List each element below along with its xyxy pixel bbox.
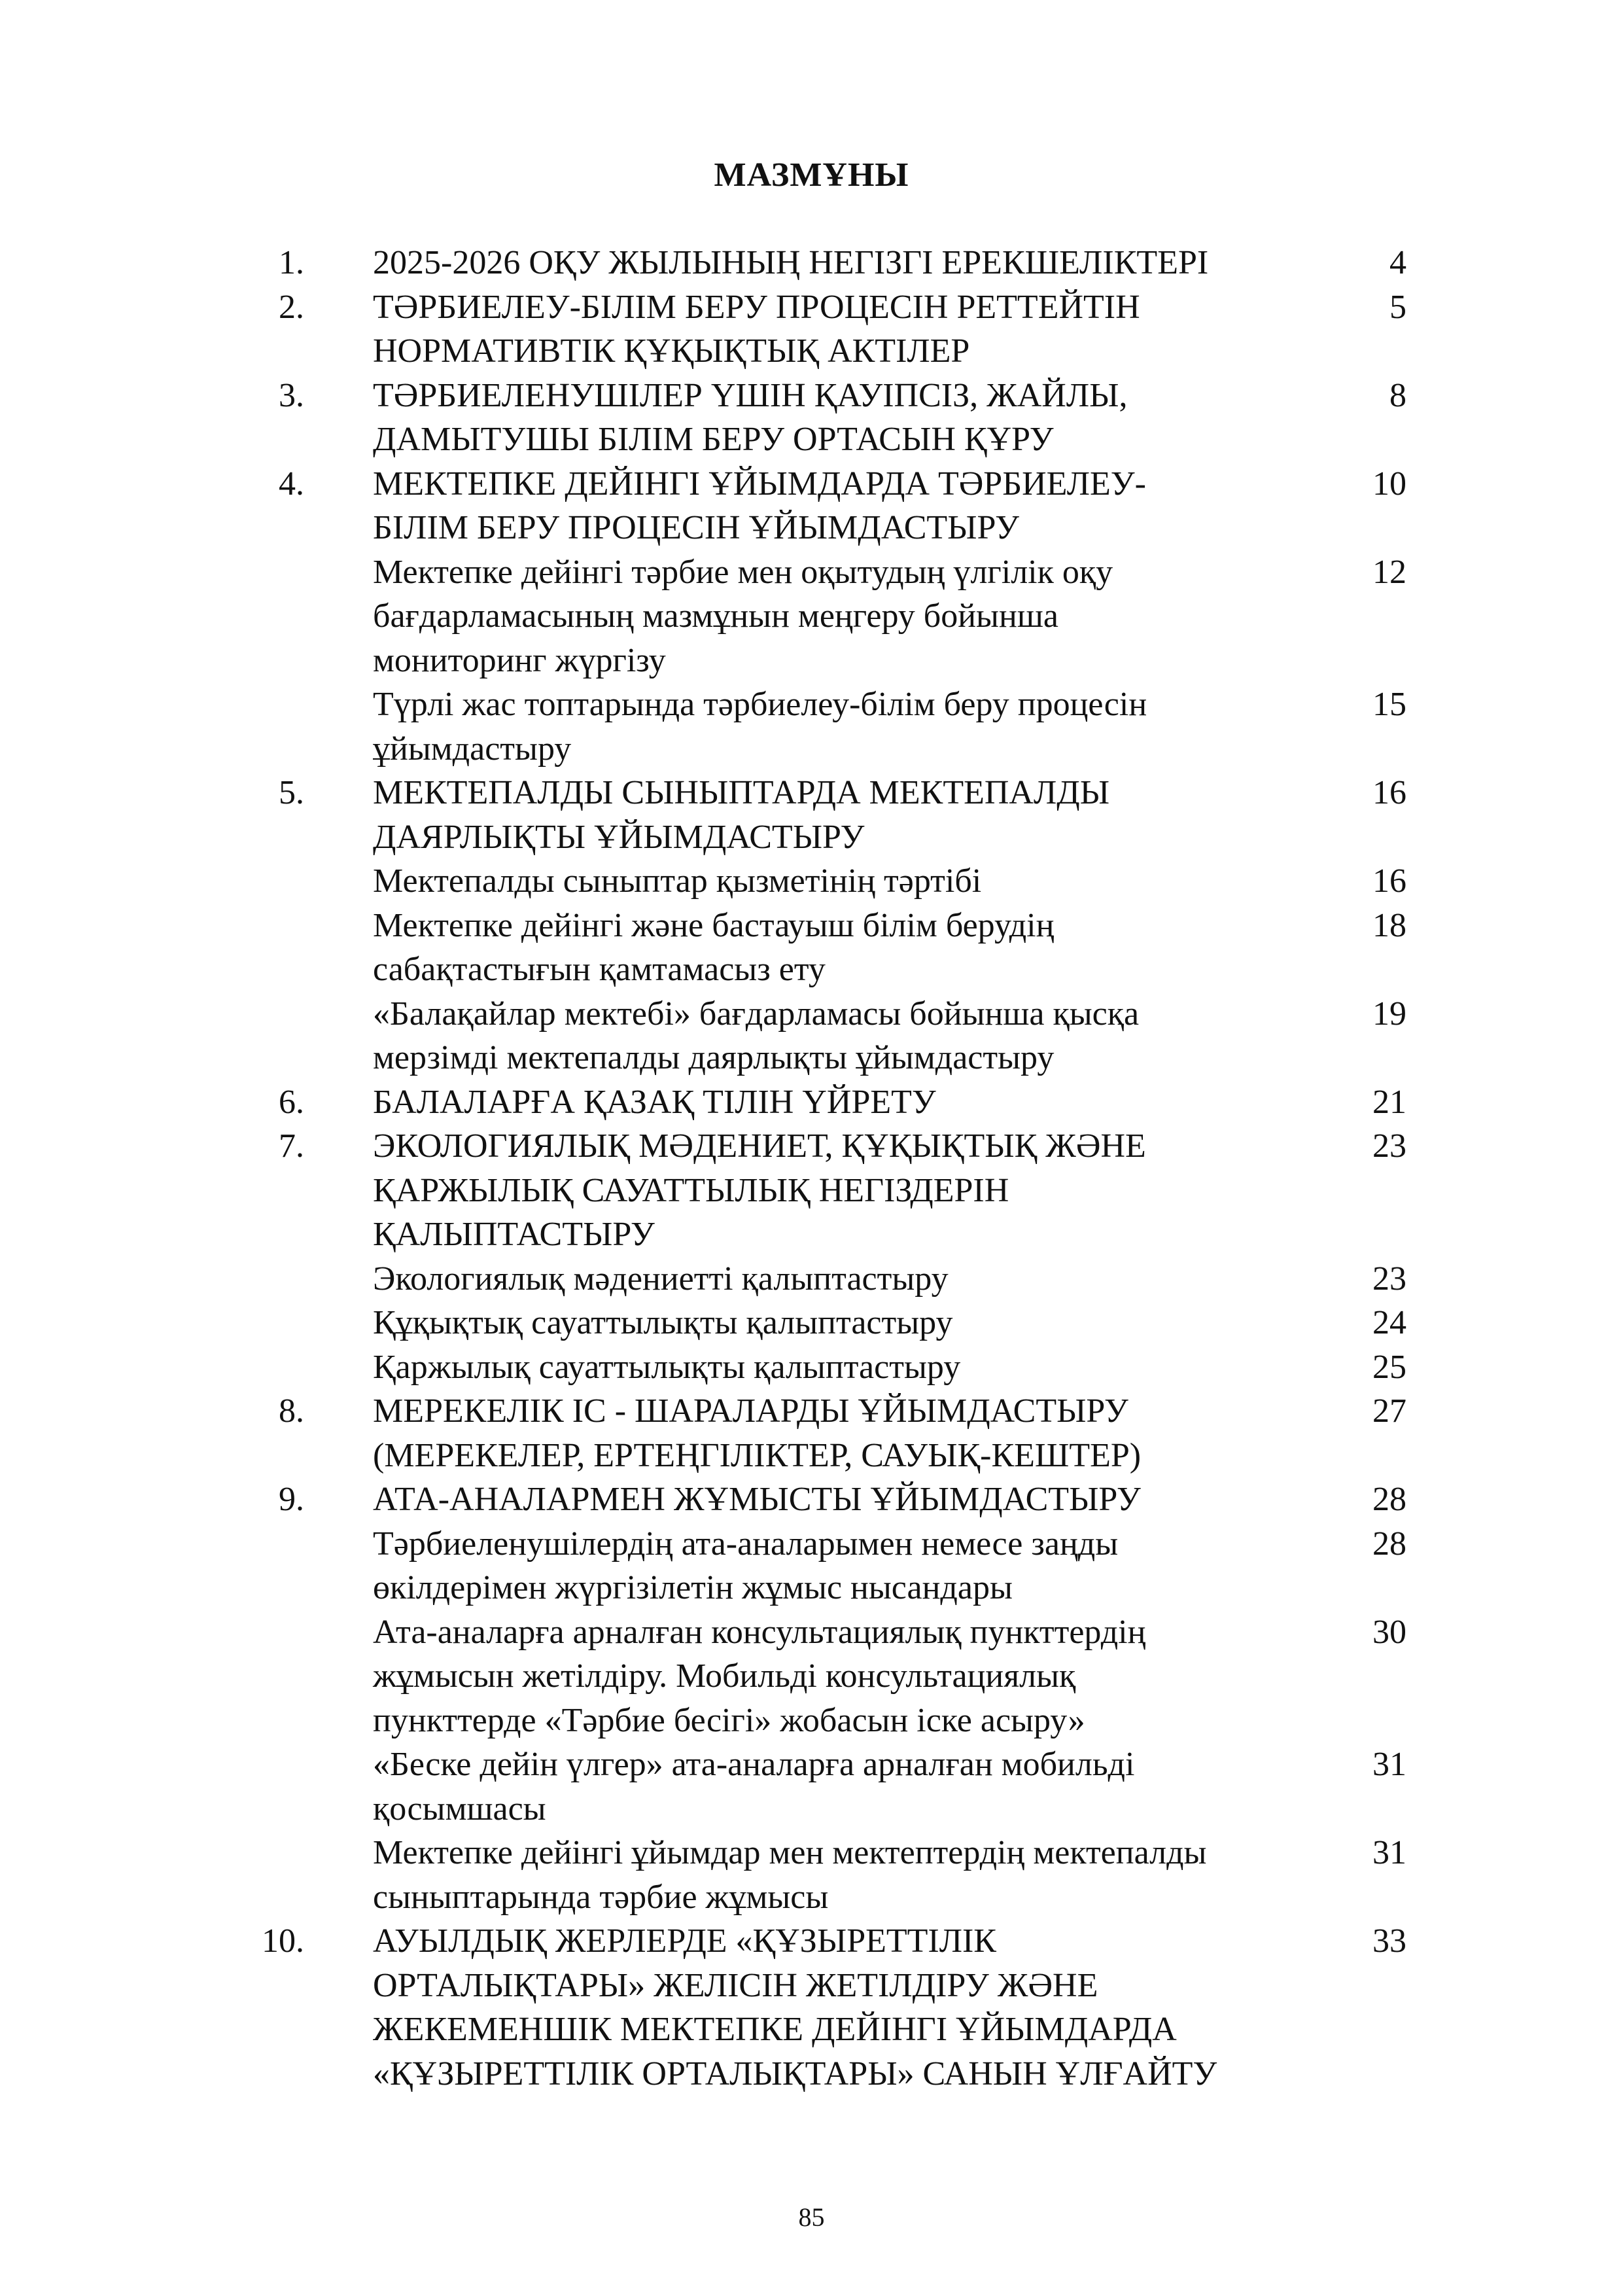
toc-subsection-entry [196,904,1439,992]
toc-subsection-entry [196,1742,1439,1831]
toc-entry-title: Құқықтық сауаттылықты қалыптастыру [373,1304,953,1341]
toc-entry-title: Мектепке дейінгі тәрбие мен оқытудың үлгілік оқу бағдарламасының мазмұнын меңгеру бойынша мониторинг жүргізу [373,553,1113,679]
toc-entry-page: 28 [1372,1481,1406,1518]
toc-entry-page: 21 [1372,1083,1406,1121]
toc-entry-title: «Балақайлар мектебі» бағдарламасы бойынша қысқа мерзімді мектепалды даярлықты ұйымдастыру [373,995,1140,1076]
toc-entry-number: 10. [262,1922,304,1960]
page-number: 85 [798,2202,825,2232]
toc-entry-page: 16 [1372,862,1406,900]
toc-section-entry [196,374,1439,462]
toc-entry-number: 5. [279,774,304,811]
toc-entry-title: «Беске дейін үлгер» ата-аналарға арналған мобильді қосымшасы [373,1746,1135,1828]
toc-entry-page: 23 [1372,1260,1406,1298]
toc-section-entry [196,1919,1439,2096]
toc-entry-title: Тәрбиеленушілердің ата-аналарымен немесе заңды өкілдерімен жүргізілетін жұмыс нысандары [373,1525,1119,1606]
toc-entry-title: АУЫЛДЫҚ ЖЕРЛЕРДЕ «ҚҰЗЫРЕТТІЛІК ОРТАЛЫҚТАРЫ» ЖЕЛІСІН ЖЕТІЛДІРУ ЖӘНЕ ЖЕКЕМЕНШІК МЕКТЕПКЕ ДЕЙІНГІ ҰЙЫМДАРДА «ҚҰЗЫРЕТТІЛІК ОРТАЛЫҚТАРЫ» САНЫН ҰЛҒАЙТУ [373,1922,1217,2093]
toc-subsection-entry [196,859,1439,904]
toc-entry-title: Мектепке дейінгі ұйымдар мен мектептердің мектепалды сыныптарында тәрбие жұмысы [373,1834,1207,1916]
toc-entry-number: 4. [279,465,304,503]
toc-entry-number: 9. [279,1481,304,1518]
toc-section-entry [196,285,1439,374]
toc-entry-number: 6. [279,1083,304,1121]
toc-section-entry [196,1389,1439,1477]
toc-section-entry [196,771,1439,859]
toc-entry-title: ТӘРБИЕЛЕНУШІЛЕР ҮШІН ҚАУІПСІЗ, ЖАЙЛЫ, ДАМЫТУШЫ БІЛІМ БЕРУ ОРТАСЫН ҚҰРУ [373,376,1128,458]
toc-entry-title: МЕКТЕПКЕ ДЕЙІНГІ ҰЙЫМДАРДА ТӘРБИЕЛЕУ- БІЛІМ БЕРУ ПРОЦЕСІН ҰЙЫМДАСТЫРУ [373,465,1146,546]
toc-entry-page: 27 [1372,1392,1406,1430]
toc-entry-title: МЕРЕКЕЛІК ІС - ШАРАЛАРДЫ ҰЙЫМДАСТЫРУ (МЕРЕКЕЛЕР, ЕРТЕҢГІЛІКТЕР, САУЫҚ-КЕШТЕР) [373,1392,1142,1474]
toc-entry-page: 24 [1372,1304,1406,1341]
toc-entry-page: 16 [1372,774,1406,811]
toc-entry-page: 19 [1372,995,1406,1033]
toc-subsection-entry [196,1345,1439,1390]
toc-entry-page: 18 [1372,906,1406,944]
toc-entry-page: 30 [1372,1613,1406,1651]
toc-subsection-entry [196,1610,1439,1743]
toc-entry-title: 2025-2026 ОҚУ ЖЫЛЫНЫҢ НЕГІЗГІ ЕРЕКШЕЛІКТЕРІ [373,244,1209,281]
toc-entry-page: 33 [1372,1922,1406,1960]
toc-entry-title: Қаржылық сауаттылықты қалыптастыру [373,1348,961,1386]
toc-entry-page: 31 [1372,1746,1406,1783]
toc-entry-title: Мектепалды сыныптар қызметінің тәртібі [373,862,982,900]
toc-entry-number: 7. [279,1127,304,1165]
toc-entry-page: 31 [1372,1834,1406,1871]
toc-entry-title: БАЛАЛАРҒА ҚАЗАҚ ТІЛІН ҮЙРЕТУ [373,1083,936,1121]
toc-entry-title: Түрлі жас топтарында тәрбиелеу-білім беру процесін ұйымдастыру [373,686,1147,768]
toc-entry-page: 10 [1372,465,1406,503]
toc-section-entry [196,1080,1439,1125]
toc-entry-page: 28 [1372,1525,1406,1563]
toc-entry-page: 5 [1389,288,1406,326]
toc-subsection-entry [196,1257,1439,1301]
toc-entry-page: 23 [1372,1127,1406,1165]
page-title: МАЗМҰНЫ [714,156,909,194]
toc-section-entry [196,462,1439,550]
toc-entry-page: 25 [1372,1348,1406,1386]
toc-entry-page: 4 [1389,244,1406,281]
toc-entry-title: ТӘРБИЕЛЕУ-БІЛІМ БЕРУ ПРОЦЕСІН РЕТТЕЙТІН НОРМАТИВТІК ҚҰҚЫҚТЫҚ АКТІЛЕР [373,288,1140,370]
toc-entry-title: ЭКОЛОГИЯЛЫҚ МӘДЕНИЕТ, ҚҰҚЫҚТЫҚ ЖӘНЕ ҚАРЖЫЛЫҚ САУАТТЫЛЫҚ НЕГІЗДЕРІН ҚАЛЫПТАСТЫРУ [373,1127,1146,1253]
toc-subsection-entry [196,1831,1439,1919]
table-of-contents [196,241,1439,2096]
toc-subsection-entry [196,1522,1439,1610]
toc-entry-title: АТА-АНАЛАРМЕН ЖҰМЫСТЫ ҰЙЫМДАСТЫРУ [373,1481,1141,1518]
toc-entry-number: 1. [279,244,304,281]
toc-entry-page: 15 [1372,686,1406,723]
toc-entry-number: 8. [279,1392,304,1430]
toc-entry-page: 12 [1372,553,1406,591]
toc-entry-title: Ата-аналарға арналған консультациялық пункттердің жұмысын жетілдіру. Мобильді консультациялық пункттерде «Тәрбие бесігі» жобасын іске асыру» [373,1613,1146,1739]
toc-entry-title: Экологиялық мәдениетті қалыптастыру [373,1260,949,1298]
toc-entry-number: 3. [279,376,304,414]
toc-section-entry [196,241,1439,285]
toc-section-entry [196,1124,1439,1257]
toc-entry-number: 2. [279,288,304,326]
toc-subsection-entry [196,1301,1439,1345]
toc-subsection-entry [196,992,1439,1080]
toc-entry-page: 8 [1389,376,1406,414]
toc-entry-title: МЕКТЕПАЛДЫ СЫНЫПТАРДА МЕКТЕПАЛДЫ ДАЯРЛЫҚТЫ ҰЙЫМДАСТЫРУ [373,774,1110,856]
toc-subsection-entry [196,682,1439,771]
toc-subsection-entry [196,550,1439,683]
toc-section-entry [196,1477,1439,1522]
toc-entry-title: Мектепке дейінгі және бастауыш білім берудің сабақтастығын қамтамасыз ету [373,906,1055,988]
